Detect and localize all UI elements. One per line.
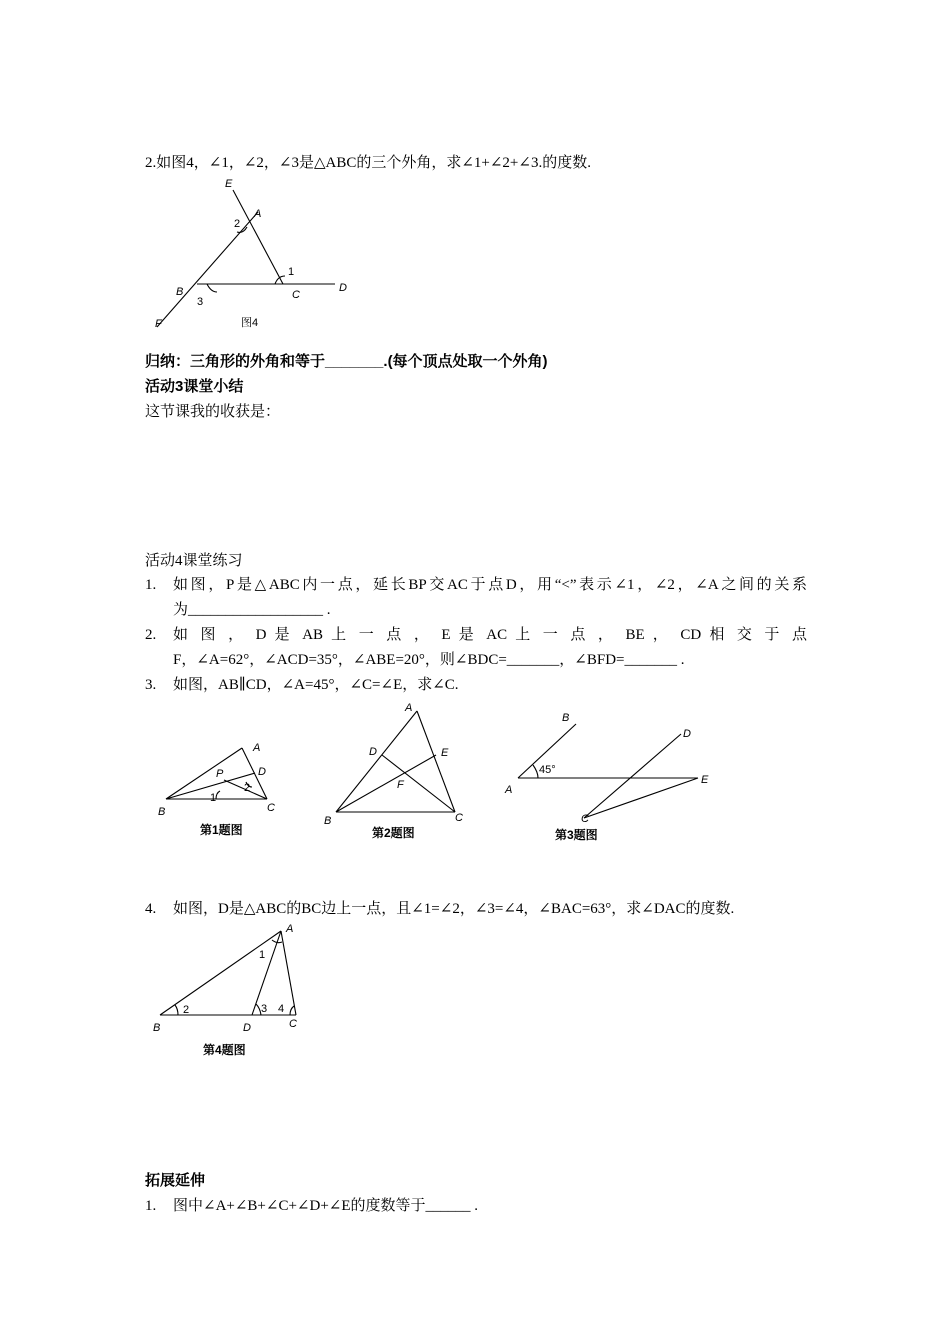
fig1-caption: 第1题图: [200, 823, 243, 837]
exercise-1: [145, 573, 807, 623]
figure-4: [145, 172, 365, 334]
extension-item-1: [145, 1194, 807, 1219]
fig4-label-3: 3: [197, 296, 204, 308]
fig4b-label-A: A: [286, 923, 294, 935]
fig2-label-A: A: [405, 702, 413, 714]
fig4-label-C: C: [292, 289, 300, 301]
exercise-4-line-1: 如图，D是△ABC的BC边上一点，且∠1=∠2，∠3=∠4，∠BAC=63°，求∠DAC的度数.: [173, 901, 735, 917]
exercise-2-line-2: F，∠A=62°，∠ACD=35°，∠ABE=20°，则∠BDC=_______，∠BFD=_______ .: [173, 652, 685, 668]
fig4b-label-1: 1: [259, 949, 266, 961]
fig3-label-45: 45°: [539, 764, 556, 776]
fig4b-label-B: B: [153, 1022, 161, 1034]
fig4-label-2: 2: [234, 218, 241, 230]
fig4-label-A: A: [254, 208, 262, 220]
fig4-label-E: E: [225, 178, 233, 190]
fig4-caption: 图4: [241, 317, 259, 329]
fig2-label-F: F: [397, 779, 404, 791]
fig1-label-C: C: [267, 802, 275, 814]
extension-item-1-number: 1.: [145, 1198, 157, 1214]
fig1-label-1: 1: [210, 792, 217, 804]
fig2-caption: 第2题图: [372, 826, 415, 840]
fig3-label-E: E: [701, 774, 709, 786]
figure-exercise-2: [320, 697, 470, 845]
fig4-label-B: B: [176, 286, 184, 298]
fig4b-label-D: D: [243, 1022, 251, 1034]
exercise-1-number: 1.: [145, 577, 157, 593]
activity-4-title: 活动4课堂练习: [145, 553, 243, 569]
fig4-label-F: F: [155, 318, 162, 330]
exercise-4-number: 4.: [145, 901, 157, 917]
exercise-3-number: 3.: [145, 677, 157, 693]
fig1-label-B: B: [158, 806, 166, 818]
fig4-label-D: D: [339, 282, 347, 294]
figure-exercise-1: [150, 735, 290, 840]
fig4b-label-C: C: [289, 1018, 297, 1030]
fig3-label-D: D: [683, 728, 691, 740]
extension-item-1-text: 图中∠A+∠B+∠C+∠D+∠E的度数等于______ .: [173, 1198, 479, 1214]
exercise-3: [145, 673, 807, 698]
fig2-label-C: C: [455, 812, 463, 824]
figure-exercise-3: [498, 710, 728, 848]
fig2-label-D: D: [369, 746, 377, 758]
exercise-4: [145, 897, 807, 922]
exercise-2-number: 2.: [145, 627, 157, 643]
exercise-1-line-2: 为__________________ .: [173, 602, 331, 618]
exercise-1-line-1: 如图，P是△ABC内一点，延长BP交AC于点D，用“<”表示∠1，∠2，∠A之间的关系: [173, 577, 807, 593]
exercise-2-line-1: 如 图 ， D 是 AB 上 一 点 ， E 是 AC 上 一 点 ， BE ， CD 相 交 于 点: [173, 627, 807, 643]
fig1-label-D: D: [258, 766, 266, 778]
fig2-label-B: B: [324, 815, 332, 827]
fig4b-label-4: 4: [278, 1003, 285, 1015]
activity-3-prompt: 这节课我的收获是：: [145, 404, 281, 420]
fig4b-caption: 第4题图: [203, 1043, 246, 1057]
fig4-label-1: 1: [288, 266, 295, 278]
fig3-label-A: A: [505, 784, 513, 796]
fig1-label-A: A: [253, 742, 261, 754]
activity-3-title: 活动3课堂小结: [145, 378, 244, 395]
fig4b-label-3: 3: [261, 1003, 268, 1015]
fig4b-label-2: 2: [183, 1004, 190, 1016]
fig2-label-E: E: [441, 747, 449, 759]
question-2: 2.如图4，∠1，∠2，∠3是△ABC的三个外角，求∠1+∠2+∠3.的度数.: [145, 155, 591, 171]
figure-exercise-4: [148, 920, 318, 1060]
fig3-caption: 第3题图: [555, 828, 598, 842]
fig1-label-P: P: [216, 768, 224, 780]
fig1-label-2: 2: [244, 782, 251, 794]
fig3-label-C: C: [581, 813, 589, 825]
extension-title: 拓展延伸: [145, 1172, 206, 1189]
exterior-angle-conclusion: 归纳：三角形的外角和等于_______.(每个顶点处取一个外角): [145, 353, 548, 370]
fig3-label-B: B: [562, 712, 570, 724]
exercise-2: [145, 623, 807, 673]
exercise-3-line-1: 如图，AB∥CD，∠A=45°，∠C=∠E，求∠C.: [173, 677, 459, 693]
